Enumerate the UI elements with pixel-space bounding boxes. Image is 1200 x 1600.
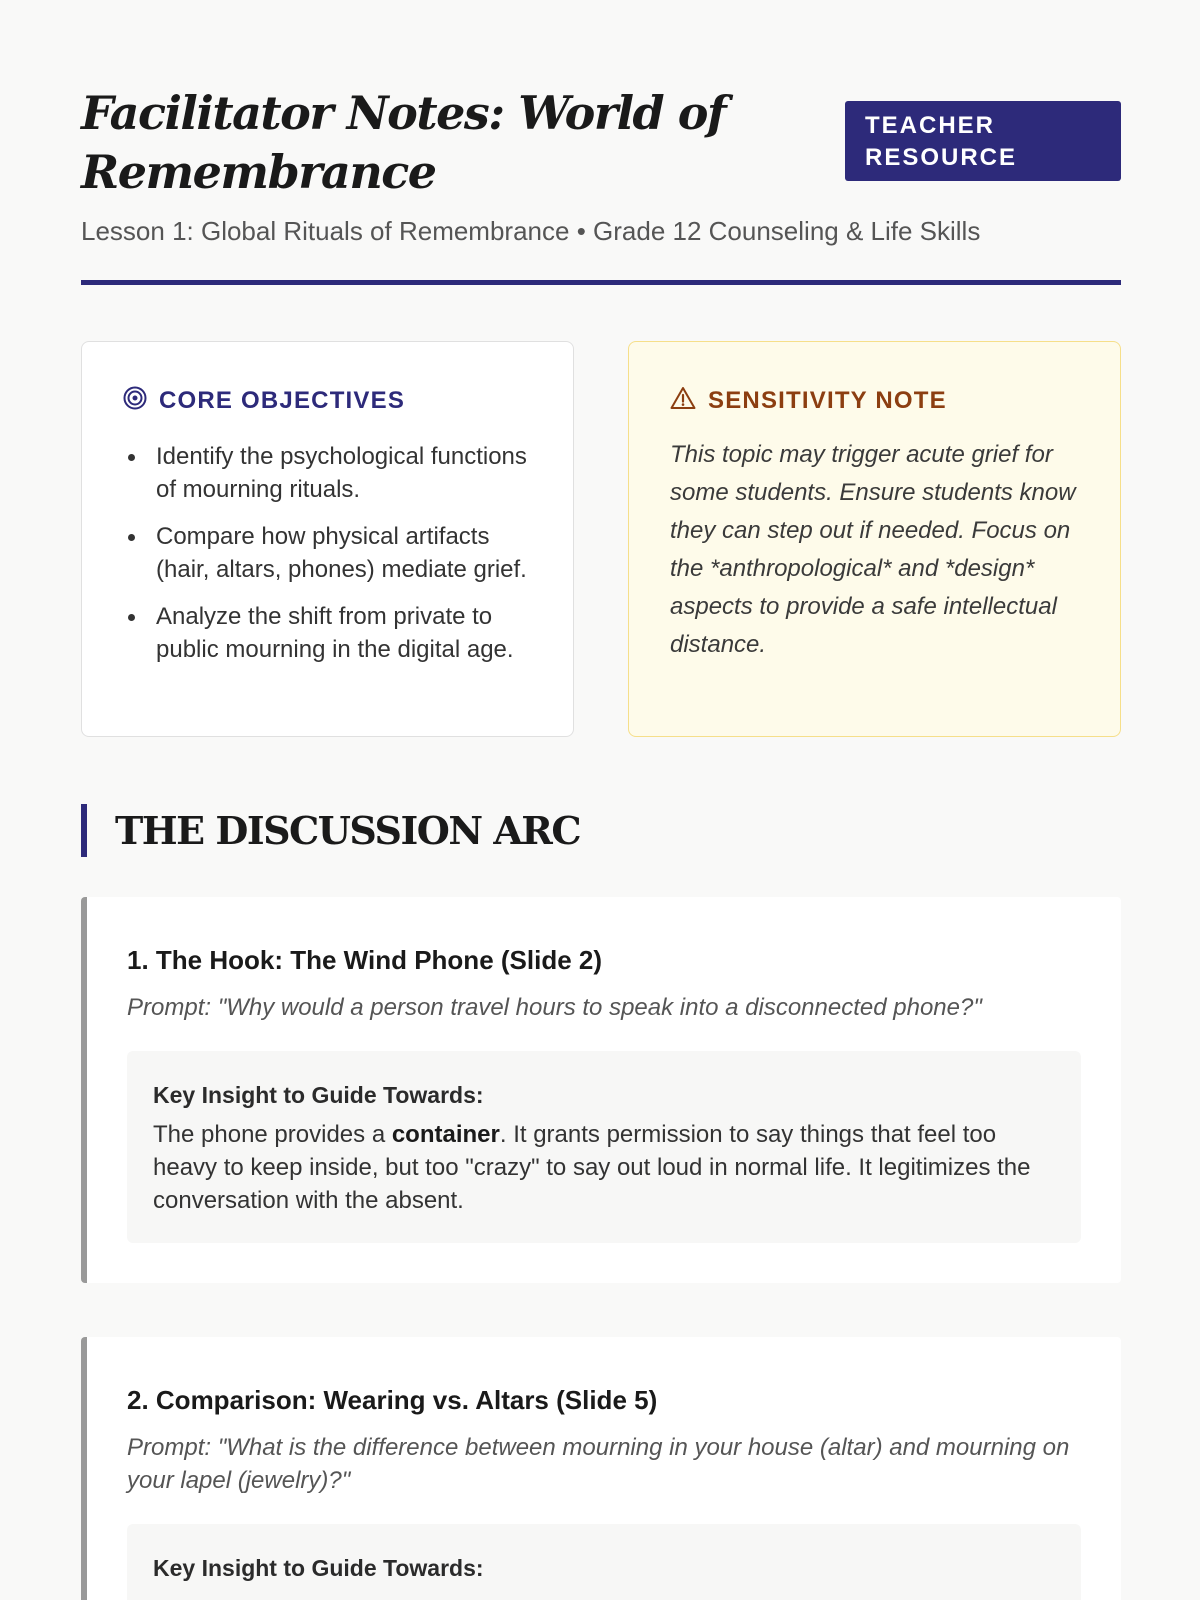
card-prompt: Prompt: "Why would a person travel hours to speak into a disconnected phone?" <box>127 994 982 1021</box>
key-insight-label: Key Insight to Guide Towards: <box>153 1555 484 1581</box>
objectives-list <box>122 440 542 680</box>
card-title: 1. The Hook: The Wind Phone (Slide 2) <box>127 945 603 975</box>
core-objectives-heading <box>123 384 405 418</box>
page-title: Facilitator Notes: World of Remembrance <box>81 86 726 199</box>
discussion-card <box>81 897 1121 1283</box>
insight-emphasis: container <box>391 1121 500 1148</box>
key-insight-text <box>153 1118 1055 1217</box>
card-title: 2. Comparison: Wearing vs. Altars (Slide 5) <box>127 1385 658 1415</box>
target-icon <box>123 386 147 417</box>
lesson-subtitle: Lesson 1: Global Rituals of Remembrance • Grade 12 Counseling & Life Skills <box>81 216 981 246</box>
warning-icon <box>670 386 696 417</box>
teacher-resource-badge: TEACHER RESOURCE <box>845 101 1121 181</box>
insight-text-part: The phone provides a <box>153 1121 392 1148</box>
card-prompt: Prompt: "What is the difference between mourning in your house (altar) and mourning on your lapel (jewelry)?" <box>127 1434 1070 1494</box>
sensitivity-note-label: SENSITIVITY NOTE <box>708 387 947 414</box>
list-item: Compare how physical artifacts (hair, altars, phones) mediate grief. <box>122 520 542 586</box>
page-header <box>81 84 1121 284</box>
header-divider <box>81 280 1121 285</box>
key-insight-box <box>127 1524 1081 1600</box>
sensitivity-note-box <box>628 341 1121 737</box>
sensitivity-note-text: This topic may trigger acute grief for some students. Ensure students know they can step out if needed. Focus on the *anthropological* and *design* aspects to provide a safe intellectual distance. <box>670 441 1076 658</box>
discussion-card <box>81 1337 1121 1600</box>
key-insight-label: Key Insight to Guide Towards: <box>153 1082 484 1108</box>
list-item: Analyze the shift from private to public mourning in the digital age. <box>122 600 542 666</box>
discussion-arc-heading: THE DISCUSSION ARC <box>81 804 1121 857</box>
insight-text-part: . It grants permission to say things that feel too heavy to keep inside, but too "crazy" to say out loud in normal life. It legitimizes the conversation with the absent. <box>153 1121 1031 1214</box>
list-item: Identify the psychological functions of mourning rituals. <box>122 440 542 506</box>
core-objectives-label: CORE OBJECTIVES <box>159 387 406 414</box>
core-objectives-box <box>81 341 574 737</box>
key-insight-box <box>127 1051 1081 1243</box>
sensitivity-note-heading <box>670 384 947 418</box>
